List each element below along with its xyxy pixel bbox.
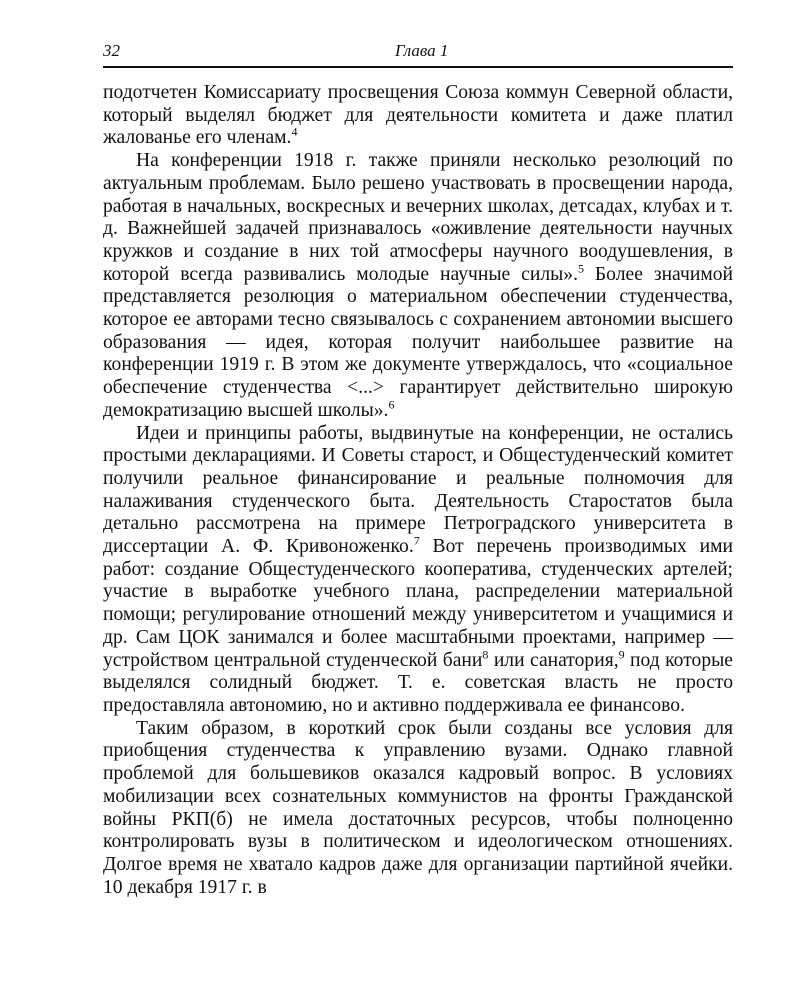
- paragraph: [103, 718, 733, 900]
- text-segment: Идеи и принципы работы, выдвинутые на конференции, не остались простыми декларациями. И Советы старост, и Общестуденческий комитет получили реальное финансирование и реальные полномочия для налаживания студенческого быта. Деятельность Старостатов была детально рассмотрена на примере Петроградского университета в диссертации А. Ф. Кривоноженко.: [103, 422, 733, 558]
- footnote-marker: 7: [413, 533, 420, 548]
- body-text: [103, 82, 733, 899]
- paragraph: [103, 150, 733, 422]
- text-segment: На конференции 1918 г. также приняли несколько резолюций по актуальным проблемам. Было решено участвовать в просвещении народа, работая в начальных, воскресных и вечерних школах, детсадах, клубах и т. д. Важнейшей задачей признавалось «оживление деятельности научных кружков и создание в них той атмосферы научного воодушевления, в которой всегда развивались молодые научные силы».: [103, 150, 733, 285]
- text-segment: подотчетен Комиссариату просвещения Союза коммун Северной области, который выделял бюджет для деятельности комитета и даже платил жалованье его членам.: [103, 82, 733, 149]
- footnote-marker: 5: [577, 261, 584, 276]
- running-title: Глава 1: [395, 41, 449, 60]
- page-header: [103, 40, 733, 68]
- text-segment: или санатория,: [488, 649, 619, 671]
- footnote-marker: 4: [291, 124, 298, 139]
- footnote-marker: 8: [482, 647, 489, 662]
- footnote-marker: 6: [388, 397, 395, 412]
- paragraph: [103, 423, 733, 718]
- text-segment: Вот перечень производимых ими работ: создание Общестуденческого кооператива, студенческих артелей; участие в выработке учебного плана, распределении материальной помощи; регулирование отношений между университетом и учащимися и др. Сам ЦОК занимался и более масштабными проектами, например — устройством центральной студенческой бани: [103, 536, 733, 671]
- paragraph: [103, 82, 733, 150]
- footnote-marker: 9: [618, 647, 625, 662]
- text-segment: Таким образом, в короткий срок были созданы все условия для приобщения студенчества к управлению вузами. Однако главной проблемой для большевиков оказался кадровый вопрос. В условиях мобилизации всех сознательных коммунистов на фронты Гражданской войны РКП(б) не имела достаточных ресурсов, чтобы полноценно контролировать вузы в политическом и идеологическом отношениях. Долгое время не хватало кадров даже для организации партийной ячейки. 10 декабря 1917 г. в: [103, 717, 733, 898]
- text-segment: под которые выделялся солидный бюджет. Т. е. советская власть не просто предоставляла автономию, но и активно поддерживала ее финансово.: [103, 649, 733, 716]
- text-segment: Более значимой представляется резолюция о материальном обеспечении студенчества, которое ее авторами тесно связывалось с сохранением автономии высшего образования — идея, которая получит наибольшее развитие на конференции 1919 г. В этом же документе утверждалось, что «социальное обеспечение студенчества <...> гарантирует действительно широкую демократизацию высшей школы».: [103, 263, 733, 421]
- page-number: 32: [103, 41, 120, 60]
